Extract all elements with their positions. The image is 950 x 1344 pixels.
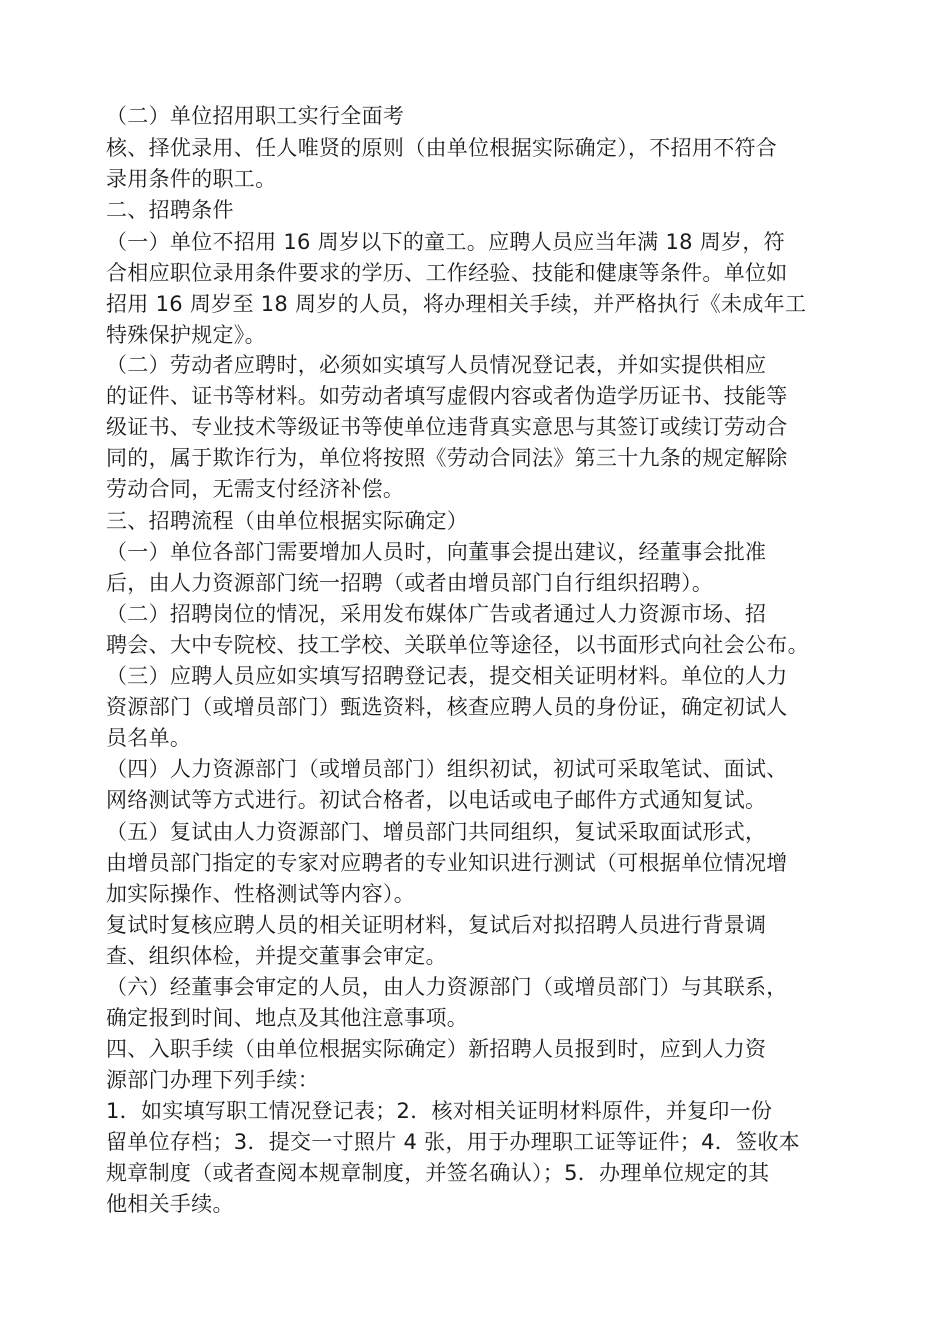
section-heading: 二、招聘条件 — [106, 198, 234, 222]
text-line: 特殊保护规定》。 — [106, 323, 266, 347]
text-line: 资源部门（或增员部门）甄选资料，核查应聘人员的身份证，确定初试人 — [106, 695, 788, 719]
text-line: 由增员部门指定的专家对应聘者的专业知识进行测试（可根据单位情况增 — [106, 851, 788, 875]
text-line: 复试时复核应聘人员的相关证明材料，复试后对拟招聘人员进行背景调 — [106, 913, 767, 937]
text-line: （一）单位不招用 16 周岁以下的童工。应聘人员应当年满 18 周岁，符 — [106, 230, 785, 254]
text-line: 后，由人力资源部门统一招聘（或者由增员部门自行组织招聘）。 — [106, 571, 714, 595]
text-line: 合相应职位录用条件要求的学历、工作经验、技能和健康等条件。单位如 — [106, 261, 788, 285]
text-line: （六）经董事会审定的人员，由人力资源部门（或增员部门）与其联系， — [106, 975, 788, 999]
text-line: （四）人力资源部门（或增员部门）组织初试，初试可采取笔试、面试、 — [106, 757, 788, 781]
text-line: 劳动合同，无需支付经济补偿。 — [106, 477, 405, 501]
text-line: 留单位存档；3．提交一寸照片 4 张，用于办理职工证等证件；4．签收本 — [106, 1130, 800, 1154]
text-line: 网络测试等方式进行。初试合格者，以电话或电子邮件方式通知复试。 — [106, 788, 767, 812]
text-line: 查、组织体检，并提交董事会审定。 — [106, 944, 447, 968]
text-line: （二）单位招用职工实行全面考 — [106, 104, 405, 128]
text-line: 招用 16 周岁至 18 周岁的人员，将办理相关手续，并严格执行《未成年工 — [106, 292, 807, 316]
section-heading: 三、招聘流程（由单位根据实际确定） — [106, 509, 469, 533]
text-line: （三）应聘人员应如实填写招聘登记表，提交相关证明材料。单位的人力 — [106, 664, 788, 688]
text-line: 录用条件的职工。 — [106, 167, 277, 191]
text-line: 规章制度（或者查阅本规章制度，并签名确认）；5．办理单位规定的其 — [106, 1161, 770, 1185]
text-line: 他相关手续。 — [106, 1192, 234, 1216]
text-line: 员名单。 — [106, 726, 192, 750]
text-line: （一）单位各部门需要增加人员时，向董事会提出建议，经董事会批准 — [106, 540, 767, 564]
text-line: 级证书、专业技术等级证书等使单位违背真实意思与其签订或续订劳动合 — [106, 415, 788, 439]
text-line: （五）复试由人力资源部门、增员部门共同组织，复试采取面试形式， — [106, 820, 767, 844]
text-line: 聘会、大中专院校、技工学校、关联单位等途径，以书面形式向社会公布。 — [106, 633, 809, 657]
text-line: 确定报到时间、地点及其他注意事项。 — [106, 1006, 469, 1030]
text-line: 加实际操作、性格测试等内容）。 — [106, 882, 415, 906]
text-line: 同的，属于欺诈行为，单位将按照《劳动合同法》第三十九条的规定解除 — [106, 446, 788, 470]
text-line: 核、择优录用、任人唯贤的原则（由单位根据实际确定），不招用不符合 — [106, 136, 778, 160]
text-line: 的证件、证书等材料。如劳动者填写虚假内容或者伪造学历证书、技能等 — [106, 384, 788, 408]
text-line: （二）招聘岗位的情况，采用发布媒体广告或者通过人力资源市场、招 — [106, 602, 767, 626]
text-line: 1．如实填写职工情况登记表；2．核对相关证明材料原件，并复印一份 — [106, 1099, 773, 1123]
text-line: 源部门办理下列手续： — [106, 1068, 319, 1092]
section-heading: 四、入职手续（由单位根据实际确定）新招聘人员报到时，应到人力资 — [106, 1037, 767, 1061]
text-line: （二）劳动者应聘时，必须如实填写人员情况登记表，并如实提供相应 — [106, 353, 767, 377]
